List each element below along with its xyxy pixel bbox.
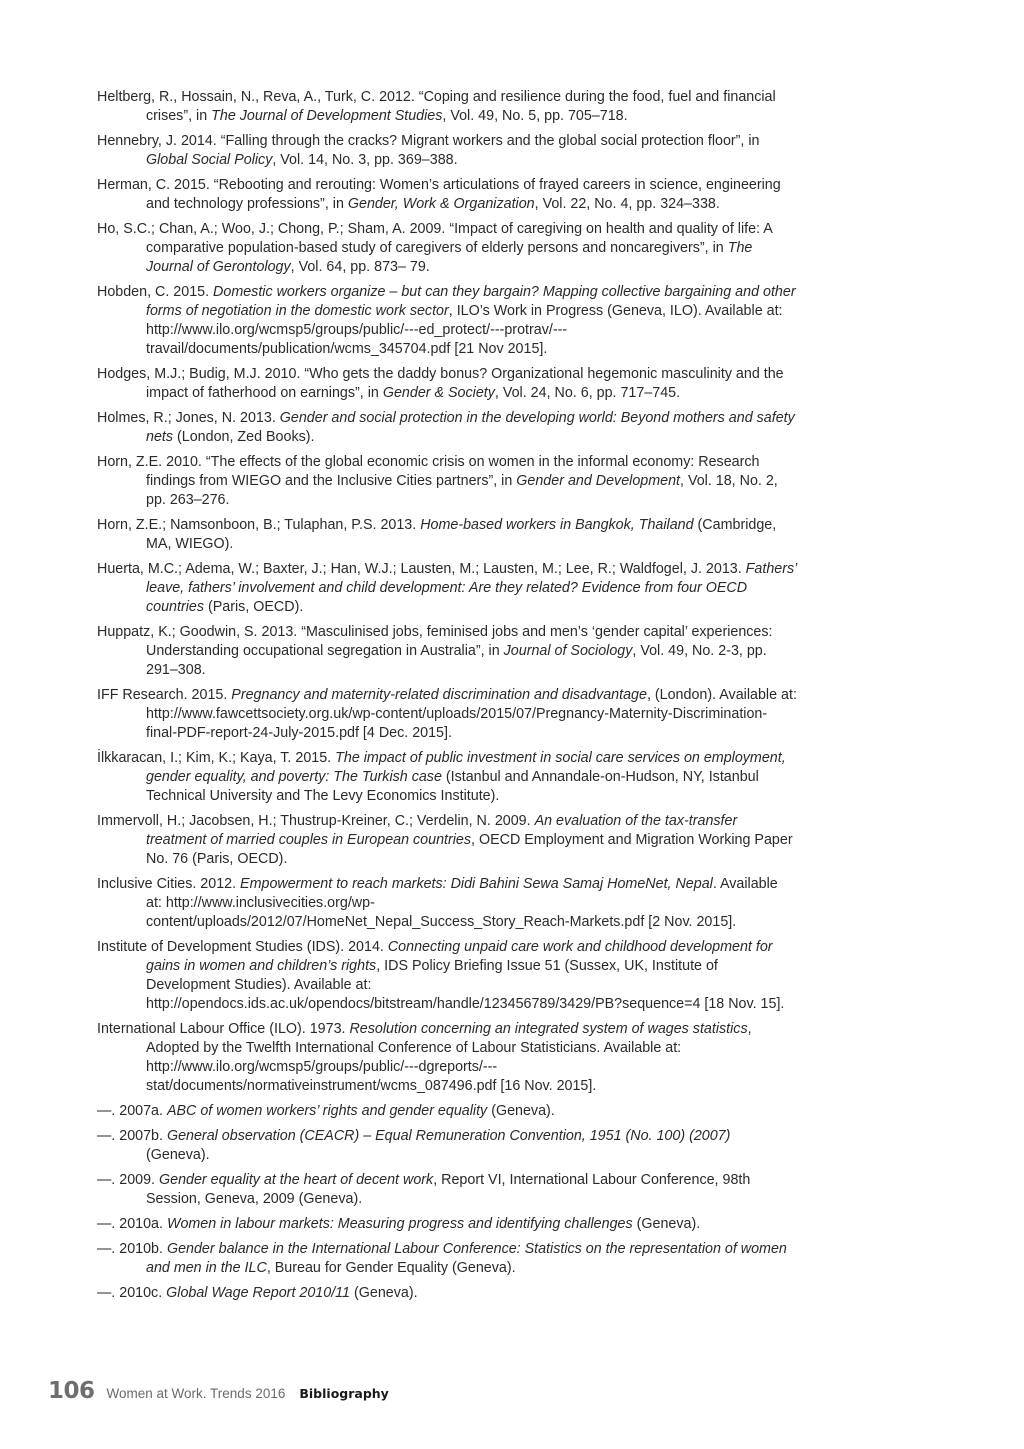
publication-title: Women at Work. Trends 2016	[106, 1386, 286, 1401]
reference-entry: —. 2010c. Global Wage Report 2010/11 (Geneva).	[97, 1285, 418, 1301]
reference-entry: Huerta, M.C.; Adema, W.; Baxter, J.; Han, W.J.; Lausten, M.; Lausten, M.; Lee, R.; Waldfogel, J. 2013. Fathers’ leave, fathers’ involvement and child development: Are they related? Evidence from four OECD countries (Paris, OECD).	[97, 561, 797, 615]
reference-entry: Huppatz, K.; Goodwin, S. 2013. “Masculinised jobs, feminised jobs and men’s ‘gender capital’ experiences: Understanding occupational segregation in Australia”, in Journal of Sociology, Vol. 49, No. 2-3, pp. 291–308.	[97, 624, 773, 678]
page-footer	[48, 1378, 389, 1404]
reference-entry: Horn, Z.E.; Namsonboon, B.; Tulaphan, P.S. 2013. Home-based workers in Bangkok, Thailand (Cambridge, MA, WIEGO).	[97, 517, 777, 552]
page-number: 106	[48, 1378, 95, 1404]
reference-entry: Ho, S.C.; Chan, A.; Woo, J.; Chong, P.; Sham, A. 2009. “Impact of caregiving on health and quality of life: A comparative population-based study of caregivers of elderly persons and noncaregivers”, in The Journal of Gerontology, Vol. 64, pp. 873– 79.	[97, 221, 772, 275]
reference-entry: Immervoll, H.; Jacobsen, H.; Thustrup-Kreiner, C.; Verdelin, N. 2009. An evaluation of the tax-transfer treatment of married couples in European countries, OECD Employment and Migration Working Paper No. 76 (Paris, OECD).	[97, 813, 793, 867]
reference-entry: International Labour Office (ILO). 1973. Resolution concerning an integrated system of wages statistics, Adopted by the Twelfth International Conference of Labour Statisticians. Available at: http://www.ilo.org/wcmsp5/groups/public/---dgreports/---stat/documents/normativeinstrument/wcms_087496.pdf [16 Nov. 2015].	[97, 1021, 752, 1094]
reference-entry: —. 2007a. ABC of women workers’ rights and gender equality (Geneva).	[97, 1103, 555, 1119]
reference-entry: Holmes, R.; Jones, N. 2013. Gender and social protection in the developing world: Beyond mothers and safety nets (London, Zed Books).	[97, 410, 795, 445]
bibliography-list	[97, 88, 797, 1309]
reference-entry: Heltberg, R., Hossain, N., Reva, A., Turk, C. 2012. “Coping and resilience during the food, fuel and financial crises”, in The Journal of Development Studies, Vol. 49, No. 5, pp. 705–718.	[97, 89, 776, 124]
reference-entry: —. 2010a. Women in labour markets: Measuring progress and identifying challenges (Geneva).	[97, 1216, 701, 1232]
reference-entry: Hennebry, J. 2014. “Falling through the cracks? Migrant workers and the global social protection floor”, in Global Social Policy, Vol. 14, No. 3, pp. 369–388.	[97, 133, 760, 168]
reference-entry: Horn, Z.E. 2010. “The effects of the global economic crisis on women in the informal economy: Research findings from WIEGO and the Inclusive Cities partners”, in Gender and Development, Vol. 18, No. 2, pp. 263–276.	[97, 454, 778, 508]
reference-entry: Hobden, C. 2015. Domestic workers organize – but can they bargain? Mapping collective bargaining and other forms of negotiation in the domestic work sector, ILO’s Work in Progress (Geneva, ILO). Available at: http://www.ilo.org/wcmsp5/groups/public/---ed_protect/---protrav/---travail/documents/publication/wcms_345704.pdf [21 Nov 2015].	[97, 284, 796, 357]
reference-entry: Herman, C. 2015. “Rebooting and rerouting: Women’s articulations of frayed careers in science, engineering and technology professions”, in Gender, Work & Organization, Vol. 22, No. 4, pp. 324–338.	[97, 177, 781, 212]
reference-entry: İlkkaracan, I.; Kim, K.; Kaya, T. 2015. The impact of public investment in social care services on employment, gender equality, and poverty: The Turkish case (Istanbul and Annandale-on-Hudson, NY, Istanbul Technical University and The Levy Economics Institute).	[97, 750, 786, 804]
reference-entry: Institute of Development Studies (IDS). 2014. Connecting unpaid care work and childhood development for gains in women and children’s rights, IDS Policy Briefing Issue 51 (Sussex, UK, Institute of Development Studies). Available at: http://opendocs.ids.ac.uk/opendocs/bitstream/handle/123456789/3429/PB?sequence=4 [18 Nov. 15].	[97, 939, 785, 1012]
reference-entry: Hodges, M.J.; Budig, M.J. 2010. “Who gets the daddy bonus? Organizational hegemonic masculinity and the impact of fatherhood on earnings”, in Gender & Society, Vol. 24, No. 6, pp. 717–745.	[97, 366, 784, 401]
reference-entry: IFF Research. 2015. Pregnancy and maternity-related discrimination and disadvantage, (London). Available at: http://www.fawcettsociety.org.uk/wp-content/uploads/2015/07/Pregnancy-Maternity-Discrimination-final-PDF-report-24-July-2015.pdf [4 Dec. 2015].	[97, 687, 797, 741]
reference-entry: —. 2009. Gender equality at the heart of decent work, Report VI, International Labour Conference, 98th Session, Geneva, 2009 (Geneva).	[97, 1172, 751, 1207]
section-title: Bibliography	[299, 1386, 389, 1401]
reference-entry: —. 2007b. General observation (CEACR) – Equal Remuneration Convention, 1951 (No. 100) (2007) (Geneva).	[97, 1128, 731, 1163]
reference-entry: Inclusive Cities. 2012. Empowerment to reach markets: Didi Bahini Sewa Samaj HomeNet, Nepal. Available at: http://www.inclusivecities.org/wp-content/uploads/2012/07/HomeNet_Nepal_Success_Story_Reach-Markets.pdf [2 Nov. 2015].	[97, 876, 778, 930]
reference-entry: —. 2010b. Gender balance in the International Labour Conference: Statistics on the representation of women and men in the ILC, Bureau for Gender Equality (Geneva).	[97, 1241, 787, 1276]
